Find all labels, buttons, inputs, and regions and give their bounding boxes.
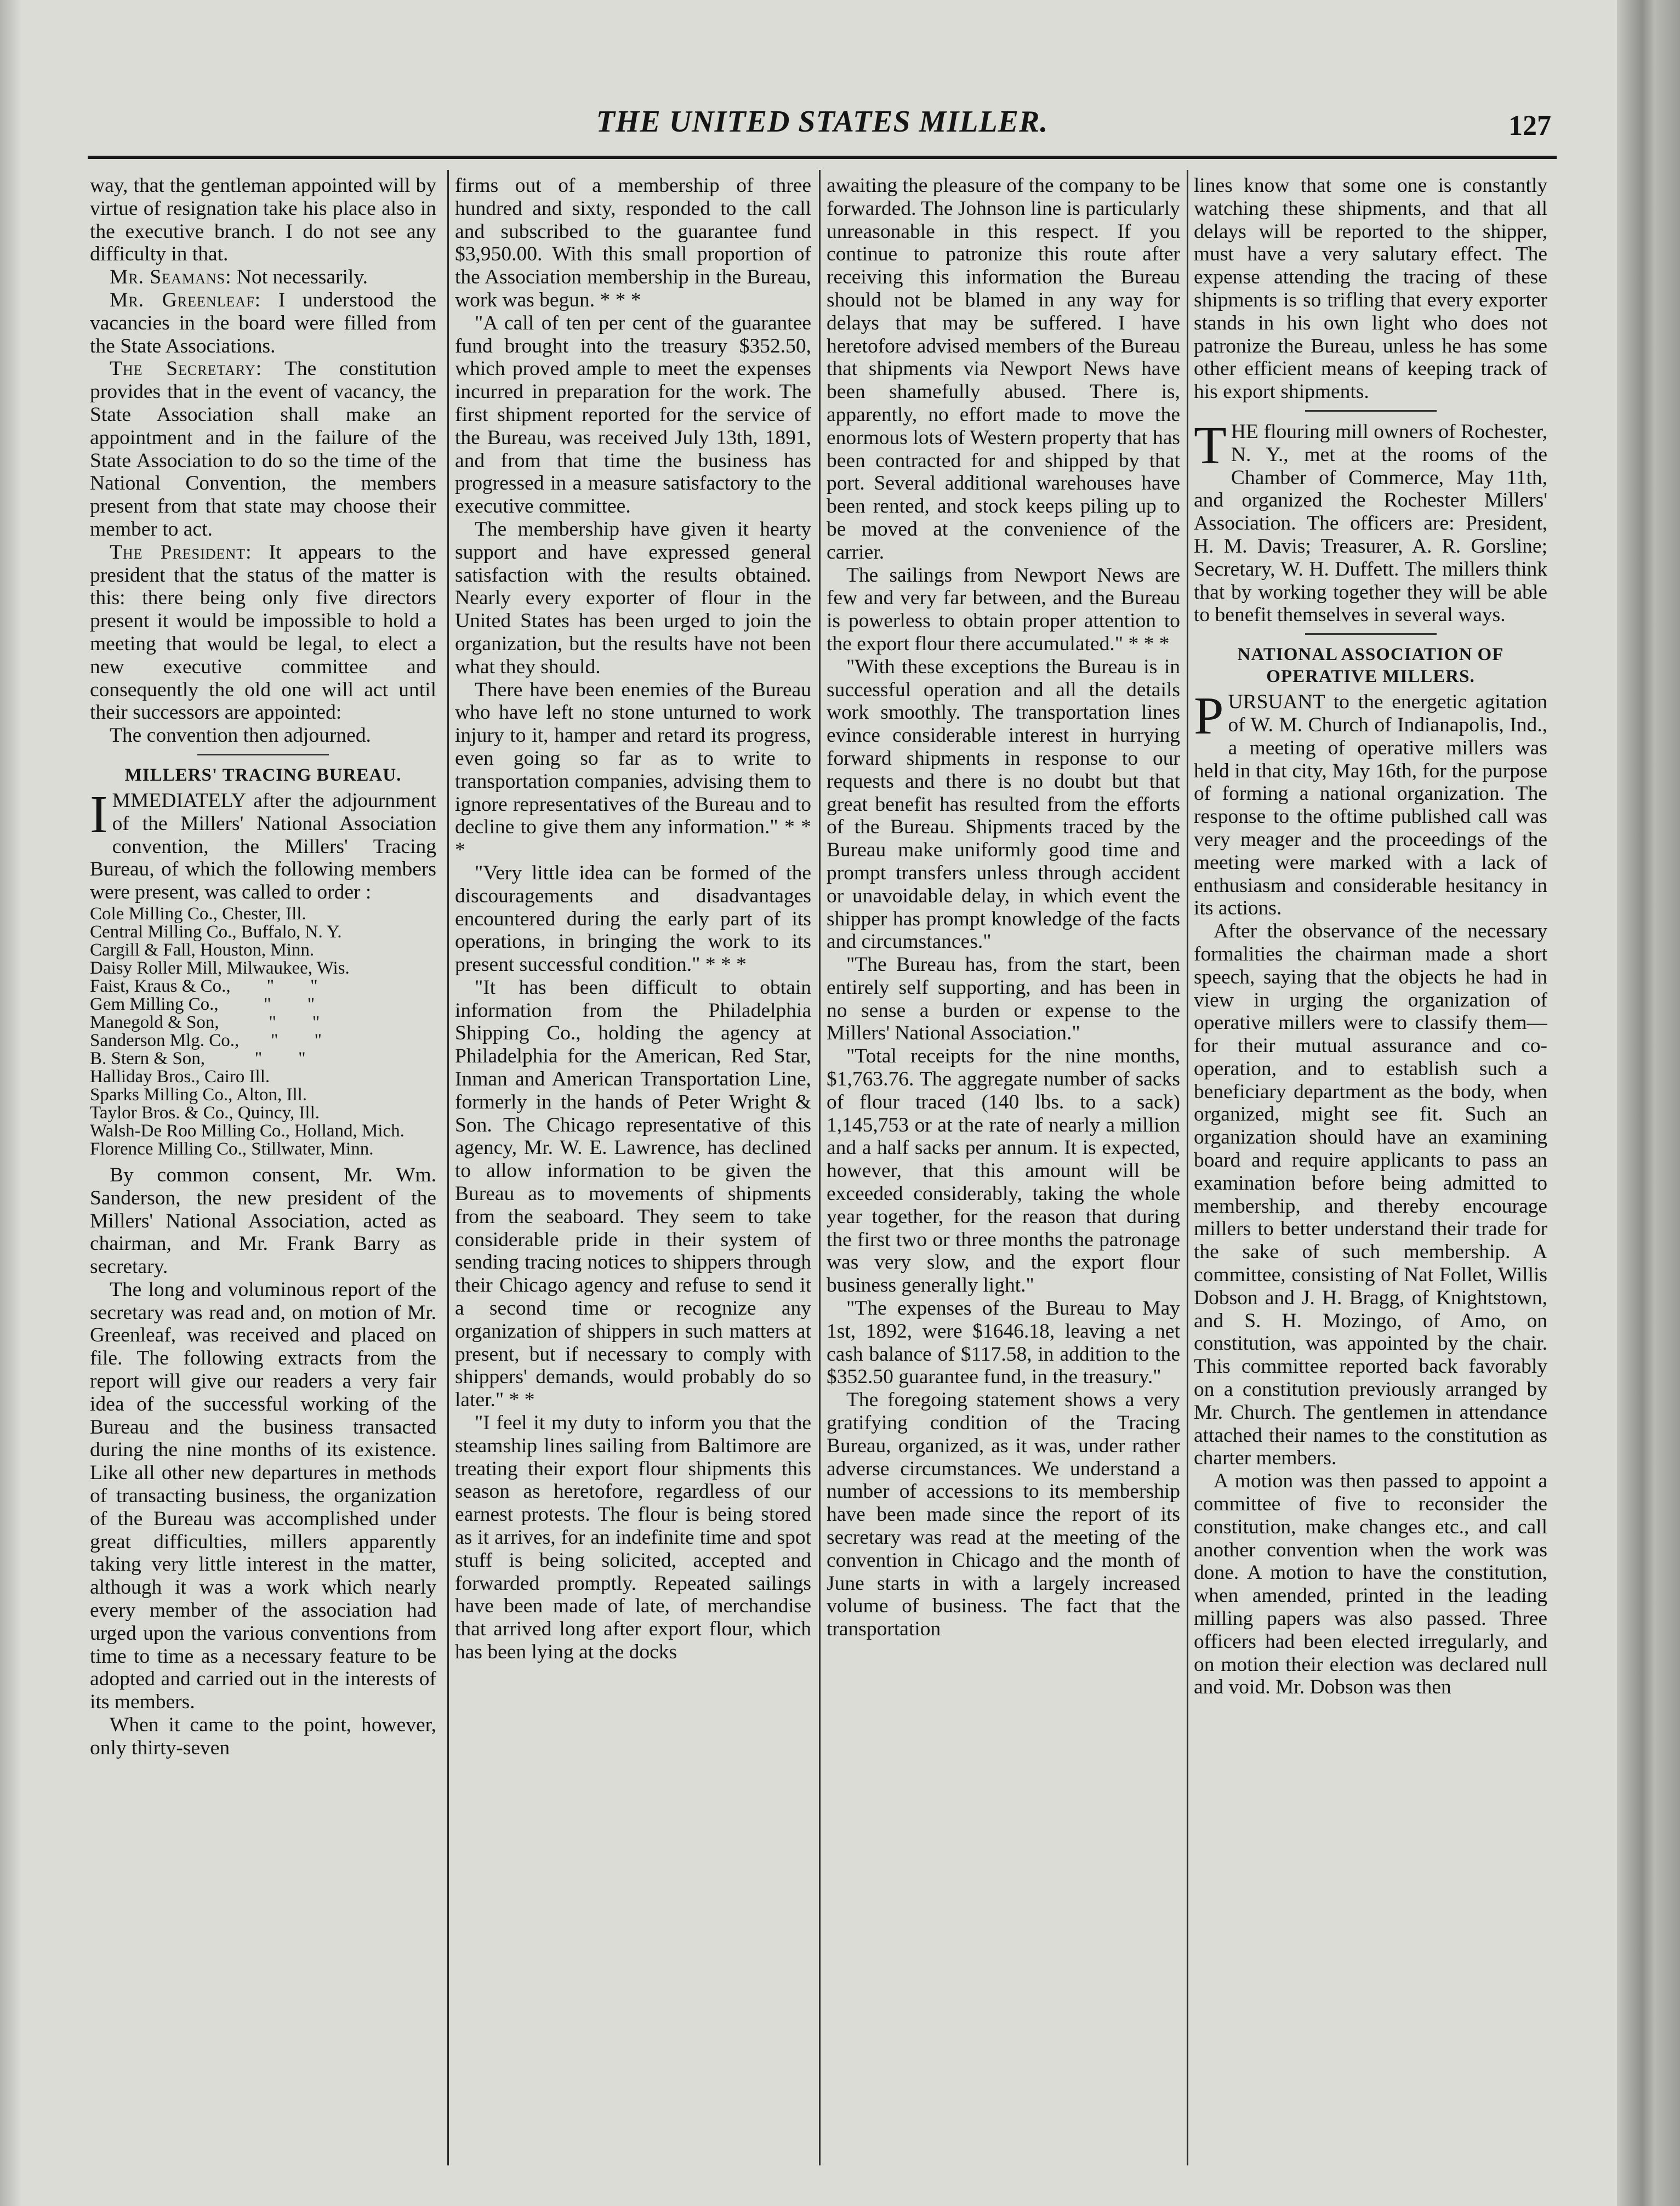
- paragraph: By common consent, Mr. Wm. Sanderson, the new president of the Millers' National Association, acted as chairman, and Mr. Frank Barry as secretary.: [90, 1163, 436, 1278]
- column-2: [455, 174, 811, 2175]
- list-item: Cole Milling Co., Chester, Ill.: [90, 903, 306, 924]
- running-head: THE UNITED STATES MILLER.: [596, 105, 1049, 139]
- paragraph: [90, 541, 436, 724]
- paragraph: [90, 289, 436, 357]
- section-divider: [1305, 410, 1437, 412]
- column-rule: [819, 170, 821, 2165]
- list-item: Florence Milling Co., Stillwater, Minn.: [90, 1139, 374, 1159]
- section-divider: [1305, 633, 1437, 635]
- drop-cap: P: [1194, 686, 1224, 746]
- list-item: B. Stern & Son, " ": [90, 1048, 306, 1068]
- paragraph: "Very little idea can be formed of the discouragements and disadvantages encountered during the early part of its operations, in bringing the work to its present successful condition." * * *: [455, 861, 811, 976]
- column-rule: [1187, 170, 1188, 2165]
- speaker-name: The Secretary:: [110, 357, 263, 380]
- list-item: Gem Milling Co., " ": [90, 994, 315, 1014]
- paragraph: After the observance of the necessary formalities the chairman made a short speech, saying that the objects he had in view in urging the organization of operative millers were to classify them—for their mutual assurance and co-operation, and to establish such a beneficiary department as the body, when organized, might see fit. Such an organization should have an examining board and require applicants to pass an examination before being admitted to membership, and thereby encourage millers to better understand their trade for the sake of such membership. A committee, consisting of Nat Follet, Willis Dobson and J. H. Bragg, of Knightstown, and S. H. Mozingo, of Amo, on constitution, was appointed by the chair. This committee reported back favorably on a constitution previously arranged by Mr. Church. The gentlemen in attendance attached their names to the constitution as charter members.: [1194, 920, 1547, 1470]
- paragraph: The long and voluminous report of the secretary was read and, on motion of Mr. Greenleaf, was received and placed on file. The following extracts from the report will give our readers a very fair idea of the successful working of the Bureau and the business transacted during the nine months of its existence. Like all other new departures in methods of transacting business, the organization of the Bureau was accomplished under great difficulties, millers apparently taking very little interest in the matter, although it was a work which nearly every member of the association had urged upon the various conventions from time to time as a necessary feature to be adopted and carried out in the interests of its members.: [90, 1278, 436, 1714]
- column-3: [827, 174, 1180, 2175]
- list-item: Taylor Bros. & Co., Quincy, Ill.: [90, 1102, 320, 1123]
- paragraph: firms out of a membership of three hundred and sixty, responded to the call and subscribed to the guarantee fund $3,950.00. With this small proportion of the Association membership in the Bureau, work was begun. * * *: [455, 174, 811, 311]
- paragraph: [1194, 416, 1547, 627]
- paragraph: "I feel it my duty to inform you that the steamship lines sailing from Baltimore are treating their export flour shipments this season as heretofore, regardless of our earnest protests. The flour is being stored as it arrives, for an indefinite time and spot stuff is being solicited, accepted and forwarded promptly. Repeated sailings have been made of late, of merchandise that arrived long after export flour, which has been lying at the docks: [455, 1412, 811, 1663]
- paragraph: [90, 784, 436, 904]
- list-item: Sanderson Mlg. Co., " ": [90, 1030, 322, 1050]
- header-rule: [88, 156, 1557, 159]
- paragraph: The membership have given it hearty support and have expressed general satisfaction with the results obtained. Nearly every exporter of flour in the United States has been urged to join the organization, but the results have not been what they should.: [455, 518, 811, 678]
- section-heading: NATIONAL ASSOCIATION OF OPERATIVE MILLERS.: [1237, 645, 1504, 687]
- paragraph: way, that the gentleman appointed will by virtue of resignation take his place also in the executive branch. I do not see any difficulty in that.: [90, 174, 436, 266]
- paragraph: [1194, 686, 1547, 920]
- speech-text: Not necessarily.: [231, 266, 368, 289]
- paragraph: awaiting the pleasure of the company to be forwarded. The Johnson line is particularly unreasonable in this respect. If you continue to patronize this route after receiving this information the Bureau should not be blamed in any way for delays that may be suffered. I have heretofore advised members of the Bureau that shipments via Newport News have been shamefully abused. There is, apparently, no effort made to move the enormous lots of Western property that has been contracted for and shipped by that port. Several additional warehouses have been rented, and stock keeps piling up to be moved at the convenience of the carrier.: [827, 174, 1180, 564]
- drop-cap: T: [1194, 416, 1227, 475]
- paragraph: "Total receipts for the nine months, $1,763.76. The aggregate number of sacks of flour traced (140 lbs. to a sack) 1,145,753 or at the rate of nearly a million and a half sacks per annum. It is expected, however, that this amount will be exceeded considerably, taking the whole year together, for the reason that during the first two or three months the patronage was very slow, and the export flour business generally light.": [827, 1045, 1180, 1297]
- list-item: Faist, Kraus & Co., " ": [90, 976, 318, 996]
- column-1: [90, 174, 436, 2175]
- paragraph-text: MMEDIATELY after the adjournment of the Millers' National Association convention, the Millers' Tracing Bureau, of which the following members were present, was called to order :: [90, 789, 436, 904]
- paragraph: The foregoing statement shows a very gratifying condition of the Tracing Bureau, organized, as it was, under rather adverse circumstances. We understand a number of accessions to its membership have been made since the report of its secretary was read at the meeting of the convention in Chicago and the month of June starts in with a largely increased volume of business. The fact that the transportation: [827, 1389, 1180, 1641]
- paragraph: [90, 357, 436, 541]
- speech-text: I understood the vacancies in the board were filled from the State Associations.: [90, 288, 436, 357]
- speaker-name: Mr. Greenleaf:: [110, 288, 261, 311]
- paragraph: When it came to the point, however, only thirty-seven: [90, 1714, 436, 1759]
- paragraph: "A call of ten per cent of the guarantee fund brought into the treasury $352.50, which proved ample to meet the expenses incurred in preparation for the work. The first shipment reported for the service of the Bureau, was received July 13th, 1891, and from that time the business has progressed in a measure satisfactory to the executive committee.: [455, 311, 811, 518]
- list-item: Daisy Roller Mill, Milwaukee, Wis.: [90, 958, 350, 978]
- section-divider: [197, 754, 329, 755]
- list-item: Halliday Bros., Cairo Ill.: [90, 1066, 270, 1087]
- paragraph: A motion was then passed to appoint a committee of five to reconsider the constitution, make changes etc., and call another convention when the work was done. A motion to have the constitution, when amended, printed in the leading milling papers was also passed. Three officers had been elected irregularly, and on motion their election was declared null and void. Mr. Dobson was then: [1194, 1470, 1547, 1699]
- page-number: 127: [1508, 110, 1551, 141]
- paragraph: The sailings from Newport News are few and very far between, and the Bureau is powerless to obtain proper attention to the export flour there accumulated." * * *: [827, 564, 1180, 655]
- list-item: Manegold & Son, " ": [90, 1012, 320, 1032]
- speaker-name: Mr. Seamans:: [110, 266, 232, 289]
- paragraph: There have been enemies of the Bureau who have left no stone unturned to work injury to it, hamper and retard its progress, even going so far as to write to transportation companies, advising them to ignore representatives of the Bureau and to decline to give them any information." * * *: [455, 678, 811, 862]
- paragraph: lines know that some one is constantly watching these shipments, and that all delays will be reported to the shipper, must have a very salutary effect. The expense attending the tracing of these shipments is so trifling that every exporter stands in his own light who does not patronize the Bureau, unless he has some other efficient means of keeping track of his export shipments.: [1194, 174, 1547, 403]
- paragraph-text: URSUANT to the energetic agitation of W. M. Church of Indianapolis, Ind., a meeting of operative millers was held in that city, May 16th, for the purpose of forming a national organization. The response to the oftime published call was very meager and the proceedings of the meeting were marked with a lack of enthusiasm and considerable hesitancy in its actions.: [1194, 691, 1547, 920]
- speech-text: The constitution provides that in the event of vacancy, the State Association shall make an appointment and in the failure of the State Association to do so the time of the National Convention, the members present from that state may choose their member to act.: [90, 357, 436, 541]
- member-list: [90, 905, 436, 1158]
- paragraph: The convention then adjourned.: [110, 724, 371, 747]
- book-binding-edge: [1617, 0, 1680, 2206]
- speech-text: It appears to the president that the status of the matter is this: there being only five directors present it would be impossible to hold a meeting that would be legal, to elect a new executive committee and consequently the old one will act until their successors are appointed:: [90, 541, 436, 724]
- paragraph: "It has been difficult to obtain information from the Philadelphia Shipping Co., holding the agency at Philadelphia for the American, Red Star, Inman and American Transportation Line, formerly in the hands of Peter Wright & Son. The Chicago representative of this agency, Mr. W. E. Lawrence, has declined to allow information to be given the Bureau as to movements of shipments from the seaboard. They seem to take considerable pride in their system of sending tracing notices to shippers through their Chicago agency and refuse to send it a second time or recognize any organization of shippers in such matters at present, but if necessary to comply with shippers' demands, would probably do so later." * *: [455, 976, 811, 1412]
- column-rule: [447, 170, 449, 2165]
- list-item: Sparks Milling Co., Alton, Ill.: [90, 1084, 307, 1105]
- drop-cap: I: [90, 784, 108, 844]
- paragraph: "The expenses of the Bureau to May 1st, 1892, were $1646.18, leaving a net cash balance of $117.58, in addition to the $352.50 guarantee fund, in the treasury.": [827, 1297, 1180, 1389]
- speaker-name: The President:: [110, 541, 252, 564]
- paragraph: "The Bureau has, from the start, been entirely self supporting, and has been in no sense a burden or expense to the Millers' National Association.": [827, 953, 1180, 1045]
- paragraph: "With these exceptions the Bureau is in successful operation and all the details work smoothly. The transportation lines evince considerable interest in hurrying forward shipments in response to our requests and there is no doubt but that great benefit has resulted from the efforts of the Bureau. Shipments traced by the Bureau make uniformly good time and prompt transfers unless through accident or unavoidable delay, in which event the shipper has prompt knowledge of the facts and circumstances.": [827, 655, 1180, 953]
- page-gutter-shadow: [0, 0, 22, 2206]
- paragraph-text: HE flouring mill owners of Rochester, N. Y., met at the rooms of the Chamber of Commerce, May 11th, and organized the Rochester Millers' Association. The officers are: President, H. M. Davis; Treasurer, A. R. Gorsline; Secretary, W. H. Duffett. The millers think that by working together they will be able to benefit themselves in several ways.: [1194, 420, 1547, 627]
- column-4: [1194, 174, 1547, 2175]
- list-item: Walsh-De Roo Milling Co., Holland, Mich.: [90, 1121, 405, 1141]
- list-item: Central Milling Co., Buffalo, N. Y.: [90, 922, 342, 942]
- list-item: Cargill & Fall, Houston, Minn.: [90, 940, 315, 960]
- section-heading: MILLERS' TRACING BUREAU.: [124, 765, 402, 785]
- paragraph: [90, 266, 436, 289]
